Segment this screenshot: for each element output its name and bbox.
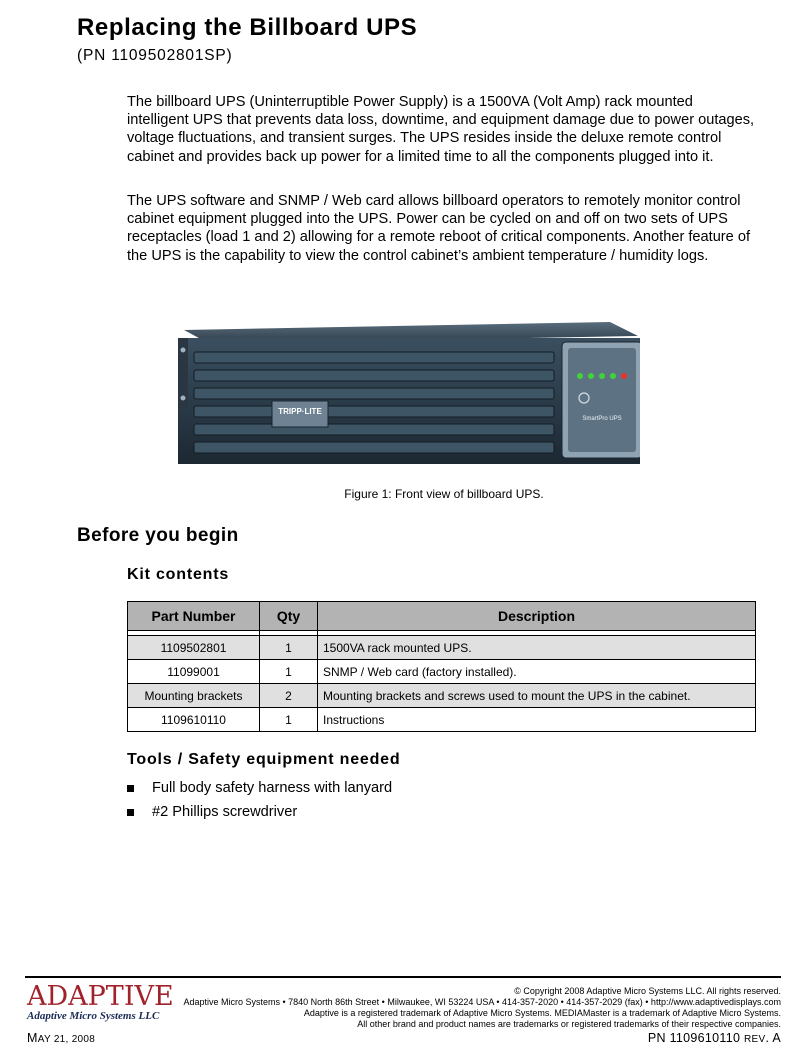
intro-paragraph: The billboard UPS (Uninterruptible Power Supply) is a 1500VA (Volt Amp) rack mounted intelligent UPS that prevents data loss, downtime, and equipment damage due to power outages, voltage fluctuations, and transient surges. The UPS resides inside the deluxe remote control cabinet and provides back up power for a limited time to all the components plugged into it. [127,94,755,165]
kit-table [127,601,756,732]
table-row [128,708,756,732]
part-number-subtitle: (PN 1109502801SP) [77,47,233,64]
tool-label: Full body safety harness with lanyard [152,780,393,796]
col-part-number: Part Number [128,602,260,631]
logo-subtitle: Adaptive Micro Systems LLC [27,1010,160,1022]
logo-wordmark: ADAPTIVE [27,981,174,1012]
cell-part: 11099001 [128,660,260,684]
date-initial: M [27,1031,38,1045]
led-green-1 [577,373,583,379]
led-green-2 [588,373,594,379]
footer-date [27,1031,95,1045]
square-bullet-icon [127,809,134,816]
page-title: Replacing the Billboard UPS [77,14,418,41]
cell-part: 1109502801 [128,636,260,660]
pn-number: PN 1109610110 [647,1031,745,1045]
software-paragraph: The UPS software and SNMP / Web card allows billboard operators to remotely monitor control cabinet equipment plugged into the UPS. Power can be cycled on and off on two sets of UPS receptacles (load 1 and 2) allowing for a remote reboot of critical components. Another feature of the UPS is the capability to view the control cabinet’s ambient temperature / humidity logs. [127,193,751,264]
tool-label: #2 Phillips screwdriver [152,804,298,820]
table-row [128,636,756,660]
figure-caption: Figure 1: Front view of billboard UPS. [344,487,544,501]
table-row [128,684,756,708]
tools-list [127,776,392,824]
date-rest: AY 21, 2008 [37,1034,96,1045]
adaptive-logo [27,982,177,1022]
cell-qty: 2 [260,684,318,708]
col-qty: Qty [260,602,318,631]
led-green-4 [610,373,616,379]
pn-revision: . A [765,1031,781,1045]
cell-qty: 1 [260,636,318,660]
list-item [127,776,392,800]
square-bullet-icon [127,785,134,792]
footer-rule [25,976,781,978]
col-description: Description [318,602,756,631]
model-label: SmartPro UPS [582,416,622,422]
cell-qty: 1 [260,660,318,684]
footer-trademark: Adaptive is a registered trademark of Adaptive Micro Systems. MEDIAMaster is a trademark of Adaptive Micro Systems. [303,1008,781,1018]
list-item [127,800,392,824]
table-row [128,660,756,684]
table-header-row [128,602,756,631]
cell-description: Mounting brackets and screws used to mount the UPS in the cabinet. [318,684,756,708]
cell-description: 1500VA rack mounted UPS. [318,636,756,660]
cell-part: Mounting brackets [128,684,260,708]
cell-part: 1109610110 [128,708,260,732]
footer-copyright: © Copyright 2008 Adaptive Micro Systems LLC. All rights reserved. [514,986,781,996]
cell-description: SNMP / Web card (factory installed). [318,660,756,684]
footer-address: Adaptive Micro Systems • 7840 North 86th Street • Milwaukee, WI 53224 USA • 414-357-2020 • 414-357-2029 (fax) • http://www.adaptivedisplays.com [183,997,781,1007]
ups-photo [170,318,640,468]
led-green-3 [599,373,605,379]
brand-label: TRIPP·LITE [278,407,322,416]
footer-trademark-other: All other brand and product names are trademarks or registered trademarks of their respective companies. [357,1019,781,1029]
kit-heading: Kit contents [127,566,230,583]
section-heading: Before you begin [77,525,239,546]
led-red [621,373,627,379]
footer-part-number [648,1031,781,1045]
pn-rev: REV [744,1034,766,1045]
control-panel [562,342,640,458]
cell-qty: 1 [260,708,318,732]
brand-badge [272,401,328,427]
tools-heading: Tools / Safety equipment needed [127,751,401,768]
cell-description: Instructions [318,708,756,732]
